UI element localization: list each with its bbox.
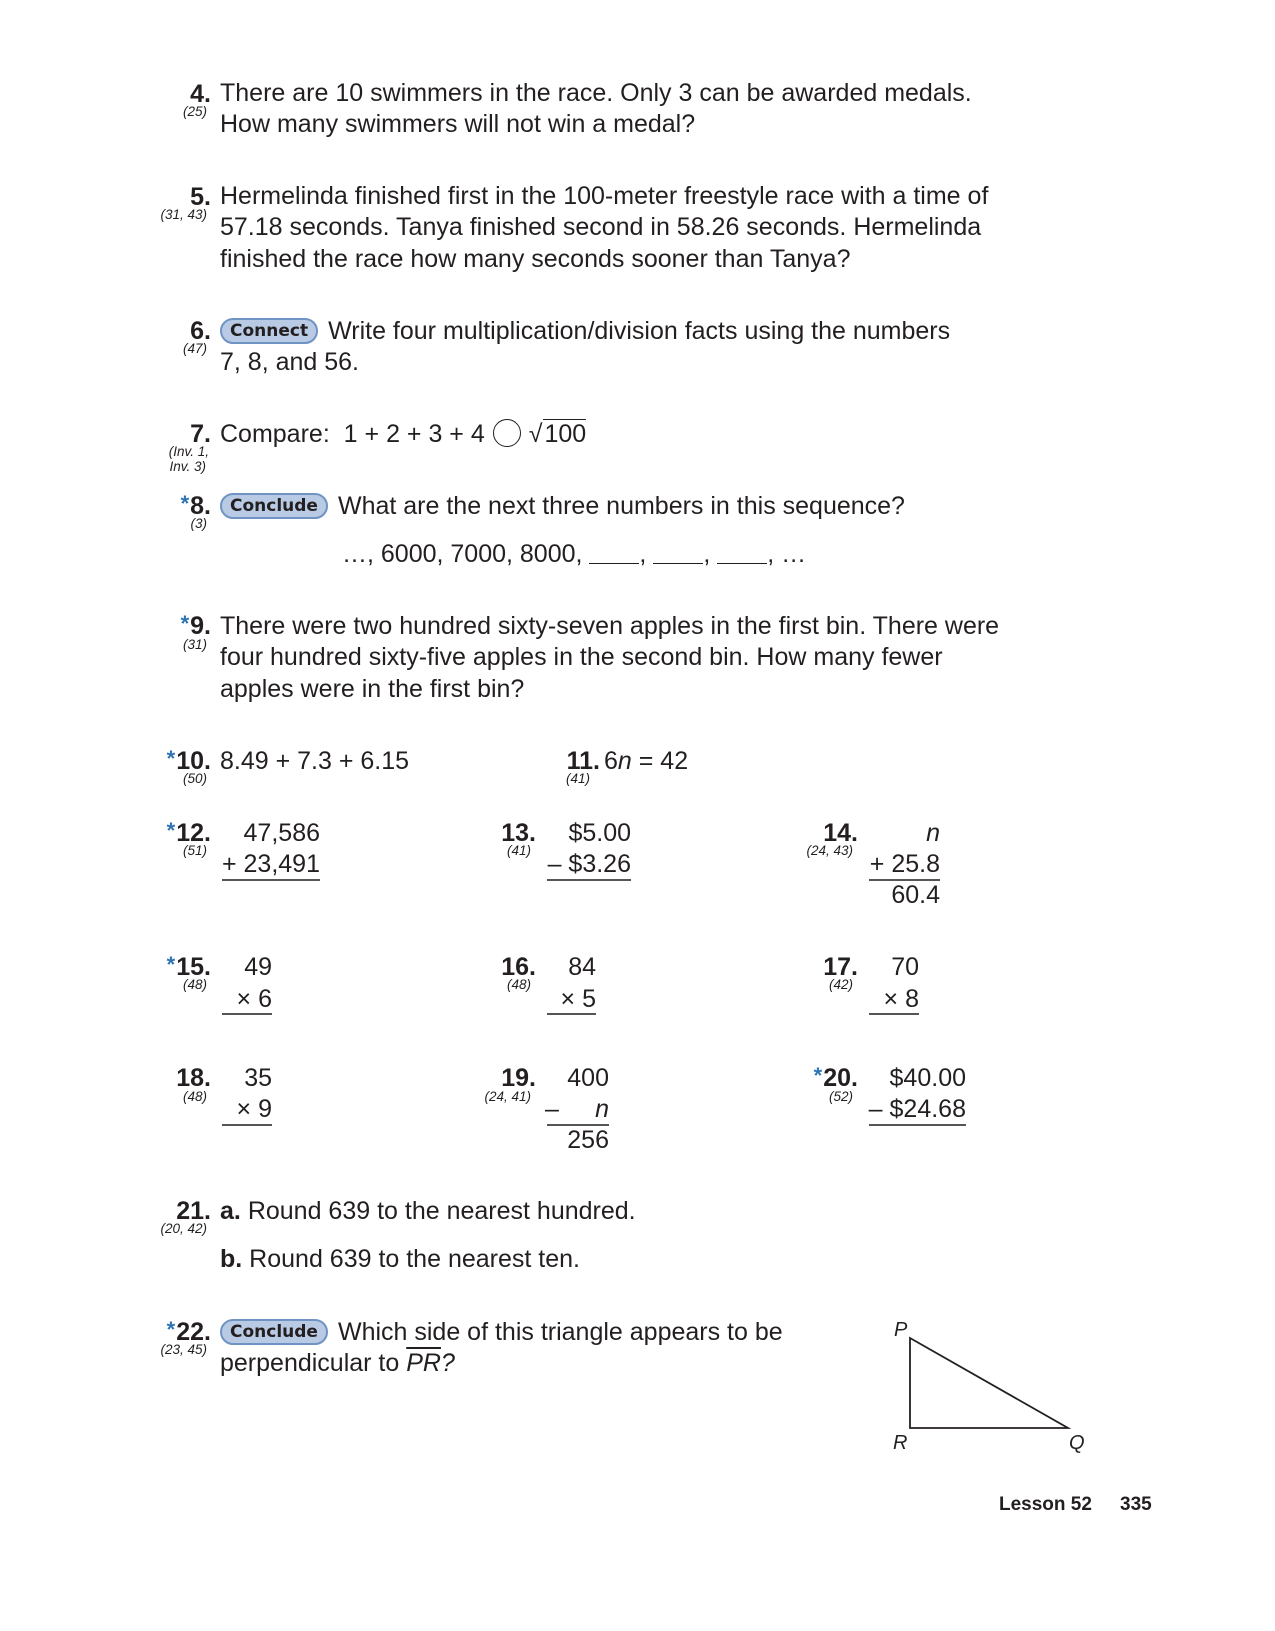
difference-line [547,879,631,881]
problem-6-number: 6. [190,317,211,345]
problem-12-top: 47,586 [243,819,320,847]
compare-circle-blank[interactable] [493,419,521,447]
problem-7-compare [220,418,586,451]
problem-9-line2: four hundred sixty-five apples in the second bin. How many fewer [220,643,943,671]
compare-left-expression: 1 + 2 + 3 + 4 [343,420,485,448]
problem-9-ref: (31) [182,637,207,652]
vertex-r-label: R [893,1432,908,1454]
difference-line [869,1124,966,1126]
problem-8-line1 [220,490,905,523]
problem-18-number: 18. [176,1064,211,1092]
star-icon: * [166,746,176,771]
problem-7-ref-line1: (Inv. 1, [168,444,209,459]
problem-12-number: *12. [166,818,211,847]
variable-n: n [617,747,632,775]
problem-7-ref-line2: Inv. 3) [169,459,206,474]
square-root-icon: √ [528,420,543,448]
star-icon: * [166,1317,176,1342]
problem-4-line2: How many swimmers will not win a medal? [220,110,696,138]
problem-14-ref: (24, 43) [806,843,853,858]
problem-17-top: 70 [891,953,919,981]
star-icon: * [180,491,190,516]
problem-12-ref: (51) [182,843,207,858]
problem-7-number: 7. [190,420,211,448]
problem-15-bottom: × 6 [236,985,272,1013]
sum-line [222,879,320,881]
product-line [222,1124,272,1126]
problem-17-ref: (42) [828,977,853,992]
problem-16-number: 16. [501,953,536,981]
problem-12-bottom: + 23,491 [221,850,320,878]
problem-19-operator: – [545,1095,559,1123]
problem-19-top: 400 [567,1064,609,1092]
star-icon: * [180,611,190,636]
radicand: 100 [544,420,587,448]
problem-21-ref: (20, 42) [160,1221,207,1236]
compare-label: Compare: [220,420,330,448]
problem-18-ref: (48) [182,1089,207,1104]
problem-18-top: 35 [244,1064,272,1092]
product-line [869,1013,919,1015]
problem-5-number: 5. [190,183,211,211]
problem-10-expression: 8.49 + 7.3 + 6.15 [220,747,410,775]
problem-16-ref: (48) [506,977,531,992]
problem-20-top: $40.00 [889,1064,966,1092]
problem-14-top: n [926,819,940,847]
problem-14-result: 60.4 [891,881,940,909]
problem-22-ref: (23, 45) [160,1342,207,1357]
problem-21b: b. Round 639 to the nearest ten. [220,1245,580,1273]
connect-badge: Connect [220,318,318,344]
problem-14-bottom: + 25.8 [869,850,940,878]
problem-15-top: 49 [244,953,272,981]
problem-11-number: 11. [566,747,600,775]
problem-11-equation: 6n = 42 [604,747,689,775]
problem-13-top: $5.00 [568,819,631,847]
problem-16-bottom: × 5 [560,985,596,1013]
square-root-expression [529,418,586,451]
problem-4-line1: There are 10 swimmers in the race. Only 3 can be awarded medals. [220,79,972,107]
problem-6-line2: 7, 8, and 56. [220,348,360,376]
problem-17-bottom: × 8 [883,985,919,1013]
problem-19-bottom: n [595,1095,609,1123]
problem-8-sequence: …, 6000, 7000, 8000, , , , … [342,540,807,568]
problem-4-ref: (25) [182,104,207,119]
problem-20-number: *20. [813,1063,858,1092]
problem-9-number: *9. [180,611,211,640]
sequence-end: , … [767,540,807,568]
problem-16-top: 84 [568,953,596,981]
problem-5-line1: Hermelinda finished first in the 100-meter freestyle race with a time of [220,182,989,210]
problem-10-number: *10. [166,746,211,775]
star-icon: * [166,818,176,843]
problem-5-ref: (31, 43) [160,207,207,222]
problem-6-line1 [220,315,950,348]
product-line [222,1013,272,1015]
problem-6-text: Write four multiplication/division facts using the numbers [328,317,951,345]
vertex-q-label: Q [1069,1432,1085,1454]
problem-8-number: *8. [180,491,211,520]
problem-8-text: What are the next three numbers in this sequence? [337,492,905,520]
problem-19-number: 19. [501,1064,536,1092]
problem-21a: a. Round 639 to the nearest hundred. [220,1197,636,1225]
conclude-badge: Conclude [220,493,328,519]
problem-20-ref: (52) [828,1089,853,1104]
problem-22-number: *22. [166,1317,211,1346]
problem-11-ref: (41) [565,771,590,786]
vertex-p-label: P [894,1319,908,1341]
problem-5-line3: finished the race how many seconds sooner than Tanya? [220,245,851,273]
problem-22-text: Which side of this triangle appears to be [337,1318,783,1346]
problem-13-number: 13. [501,819,536,847]
triangle-pqr [910,1338,1068,1428]
problem-22-line2: perpendicular to $\overline{PR}$? [220,1349,455,1377]
problem-15-ref: (48) [182,977,207,992]
page-number: 335 [1120,1494,1152,1515]
star-icon: * [813,1063,823,1088]
problem-4-number: 4. [190,80,211,108]
star-icon: * [166,952,176,977]
conclude-badge: Conclude [220,1319,328,1345]
problem-18-bottom: × 9 [236,1095,272,1123]
problem-15-number: *15. [166,952,211,981]
problem-10-ref: (50) [182,771,207,786]
triangle-pqr-diagram [880,1310,1120,1460]
problem-20-bottom: – $24.68 [868,1095,966,1123]
problem-19-result: 256 [567,1126,609,1154]
segment-pr: $\overline{PR}$ [406,1349,441,1377]
product-line [547,1013,596,1015]
problem-17-number: 17. [823,953,858,981]
sequence-values: …, 6000, 7000, 8000, [342,540,583,568]
answer-blank-1[interactable] [589,543,639,564]
problem-21-number: 21. [176,1197,211,1225]
problem-6-ref: (47) [182,341,207,356]
problem-22-line1 [220,1316,783,1349]
lesson-label: Lesson 52 [999,1494,1092,1515]
problem-9-line3: apples were in the first bin? [220,675,525,703]
answer-blank-3[interactable] [717,543,767,564]
problem-9-line1: There were two hundred sixty-seven apples in the first bin. There were [220,612,1000,640]
problem-13-bottom: – $3.26 [547,850,631,878]
problem-8-ref: (3) [190,516,207,531]
problem-19-ref: (24, 41) [484,1089,531,1104]
problem-13-ref: (41) [506,843,531,858]
problem-14-number: 14. [823,819,858,847]
answer-blank-2[interactable] [653,543,703,564]
problem-5-line2: 57.18 seconds. Tanya finished second in 58.26 seconds. Hermelinda [220,213,982,241]
